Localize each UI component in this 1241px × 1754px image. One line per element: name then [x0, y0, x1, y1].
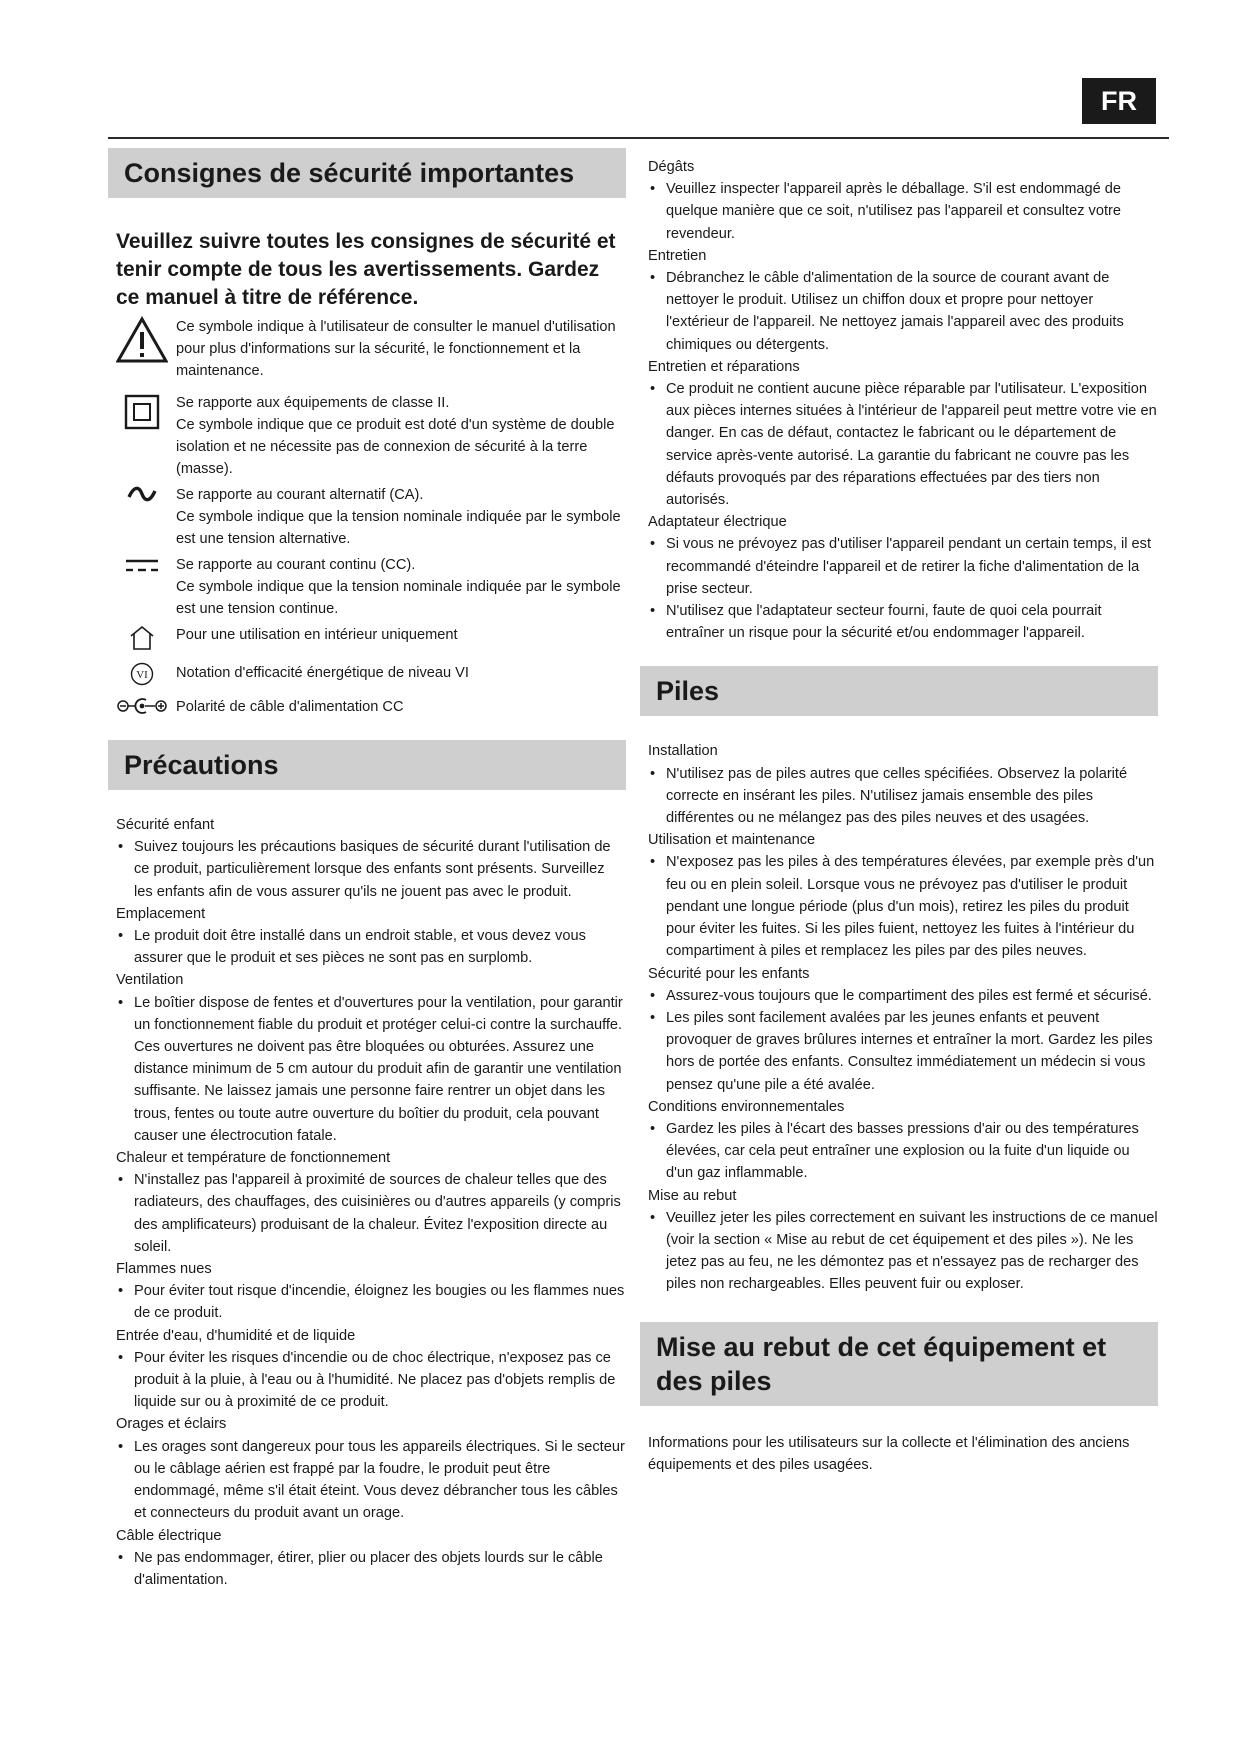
symbol-description: Notation d'efficacité énergétique de niveau VI [176, 665, 469, 681]
dc-polarity-icon [108, 696, 176, 718]
svg-text:VI: VI [136, 669, 148, 681]
bullet-item: • Assurez-vous toujours que le compartiment des piles est fermé et sécurisé. [648, 985, 1158, 1007]
subsection-heading: Conditions environnementales [648, 1098, 845, 1115]
batteries-block [640, 740, 1158, 1295]
bullet-list [648, 533, 1158, 644]
bullet-item: • N'exposez pas les piles à des températures élevées, par exemple près d'un feu ou en plein soleil. Lorsque vous ne prévoyez pas d'utiliser le produit pendant une longue période (plus d'un mois), retirez les piles du produit pour éviter les fuites. Si les piles fuient, nettoyez les fuites à l'intérieur du compartiment à piles et remplacez les piles par des piles neuves. [648, 851, 1158, 962]
subsection-heading: Installation [648, 743, 718, 760]
symbol-row [108, 662, 626, 686]
subsection-heading: Câble électrique [116, 1527, 222, 1544]
bullet-list [116, 1169, 626, 1258]
bullet-item: • N'utilisez que l'adaptateur secteur fourni, faute de quoi cela pourrait entraîner un risque pour la sécurité et/ou endommager l'appareil. [648, 600, 1158, 644]
symbol-description: Ce symbole indique à l'utilisateur de consulter le manuel d'utilisation pour plus d'informations sur la sécurité, le fonctionnement et la maintenance. [176, 319, 616, 379]
bullet-list [116, 992, 626, 1147]
subsection-heading: Dégâts [648, 159, 695, 175]
symbol-description: Se rapporte au courant alternatif (CA). Ce symbole indique que la tension nominale indiquée par le symbole est une tension alternative. [176, 487, 621, 547]
symbol-row [108, 624, 626, 652]
safety-intro: Veuillez suivre toutes les consignes de sécurité et tenir compte de tous les avertissements. Gardez ce manuel à titre de référence. [116, 230, 616, 309]
bullet-list [648, 1118, 1158, 1185]
bullet-list [648, 1207, 1158, 1296]
batteries-section-title: Piles [640, 666, 1158, 716]
symbol-description: Se rapporte au courant continu (CC). Ce symbole indique que la tension nominale indiquée par le symbole est une tension continue. [176, 557, 621, 617]
bullet-list [116, 1547, 626, 1591]
symbol-row [108, 696, 626, 718]
safety-section-title: Consignes de sécurité importantes [108, 148, 626, 198]
bullet-list [116, 1347, 626, 1414]
symbol-list [108, 316, 626, 718]
symbol-row [108, 316, 626, 382]
subsection-heading: Flammes nues [116, 1261, 212, 1278]
subsection-heading: Sécurité pour les enfants [648, 965, 810, 982]
precautions-section-title: Précautions [108, 740, 626, 790]
subsection-heading: Entretien et réparations [648, 358, 800, 375]
subsection-heading: Sécurité enfant [116, 817, 215, 833]
bullet-list [648, 267, 1158, 356]
bullet-item: • Le boîtier dispose de fentes et d'ouvertures pour la ventilation, pour garantir un fonctionnement fiable du produit et protéger celui-ci contre la surchauffe. Ces ouvertures ne doivent pas être bloquées ou obturées. Assurez une distance minimum de 5 cm autour du produit afin de garantir une ventilation suffisante. Ne laissez jamais une personne faire rentrer un objet dans les trous, fentes ou toute autre ouverture du boîtier du produit, cela pouvant causer une électrocution fatale. [116, 992, 626, 1147]
bullet-item: • Gardez les piles à l'écart des basses pressions d'air ou des températures élevées, car cela peut entraîner une explosion ou la fuite d'un liquide ou d'un gaz inflammable. [648, 1118, 1158, 1185]
bullet-list [648, 178, 1158, 245]
subsection-heading: Entrée d'eau, d'humidité et de liquide [116, 1327, 356, 1344]
subsection-heading: Entretien [648, 247, 707, 264]
bullet-list [116, 925, 626, 969]
ac-current-icon [108, 484, 176, 550]
disposal-section-title: Mise au rebut de cet équipement et des piles [640, 1322, 1158, 1406]
subsection-heading: Chaleur et température de fonctionnement [116, 1150, 391, 1167]
language-badge: FR [1082, 78, 1156, 124]
bullet-item: • Si vous ne prévoyez pas d'utiliser l'appareil pendant un certain temps, il est recommandé d'éteindre l'appareil et de retirer la fiche d'alimentation de la prise secteur. [648, 533, 1158, 600]
bullet-item: • Le produit doit être installé dans un endroit stable, et vous devez vous assurer que le produit et ses pièces ne sont pas en surplomb. [116, 925, 626, 969]
bullet-item: • Débranchez le câble d'alimentation de la source de courant avant de nettoyer le produit. Utilisez un chiffon doux et propre pour nettoyer l'extérieur de l'appareil. Ne nettoyez jamais l'appareil avec des produits chimiques ou détergents. [648, 267, 1158, 356]
disposal-text: Informations pour les utilisateurs sur la collecte et l'élimination des anciens équipements et des piles usagées. [648, 1434, 1130, 1473]
dc-current-icon [108, 554, 176, 620]
subsection-heading: Utilisation et maintenance [648, 832, 816, 849]
bullet-list [648, 851, 1158, 962]
bullet-item: • Les piles sont facilement avalées par les jeunes enfants et peuvent provoquer de graves brûlures internes et entraîner la mort. Gardez les piles hors de portée des enfants. Consultez immédiatement un médecin si vous pensez qu'une pile a été avalée. [648, 1007, 1158, 1096]
bullet-item: • Ce produit ne contient aucune pièce réparable par l'utilisateur. L'exposition aux pièces internes situées à l'intérieur de l'appareil peut mettre votre vie en danger. En cas de défaut, contactez le fabricant ou le département de service après-vente autorisé. La garantie du fabricant ne couvre pas les défauts provoqués par des réparations effectuées par des tiers non autorisés. [648, 378, 1158, 511]
bullet-item: • N'installez pas l'appareil à proximité de sources de chaleur telles que des radiateurs, des chauffages, des cuisinières ou d'autres appareils (y compris des amplificateurs) produisant de la chaleur. Évitez l'exposition directe au soleil. [116, 1169, 626, 1258]
precautions-continued-block [640, 156, 1158, 644]
bullet-item: • Pour éviter les risques d'incendie ou de choc électrique, n'exposez pas ce produit à la pluie, à l'eau ou à l'humidité. Ne placez pas d'objets remplis de liquide sur ou à proximité de ce produit. [116, 1347, 626, 1414]
symbol-row [108, 392, 626, 480]
bullet-item: • N'utilisez pas de piles autres que celles spécifiées. Observez la polarité correcte en insérant les piles. N'utilisez jamais ensemble des piles différentes ou ne mélangez pas des piles neuves et des usagées. [648, 763, 1158, 830]
bullet-item: • Suivez toujours les précautions basiques de sécurité durant l'utilisation de ce produit, particulièrement lorsque des enfants sont présents. Surveillez les enfants afin de vous assurer qu'ils ne jouent pas avec le produit. [116, 836, 626, 903]
symbol-row [108, 554, 626, 620]
subsection-heading: Ventilation [116, 972, 184, 989]
subsection-heading: Orages et éclairs [116, 1416, 227, 1433]
bullet-item: • Les orages sont dangereux pour tous les appareils électriques. Si le secteur ou le câblage aérien est frappé par la foudre, le produit peut être endommagé, même s'il était éteint. Vous devez débrancher tous les câbles et connecteurs du produit avant un orage. [116, 1436, 626, 1525]
subsection-heading: Emplacement [116, 905, 206, 922]
bullet-list [116, 1280, 626, 1324]
left-column [108, 148, 626, 1591]
bullet-list [648, 378, 1158, 511]
efficiency-vi-icon [108, 662, 176, 686]
bullet-list [116, 836, 626, 903]
symbol-row [108, 484, 626, 550]
subsection-heading: Mise au rebut [648, 1187, 737, 1204]
right-column [640, 148, 1158, 1476]
precautions-block [108, 814, 626, 1591]
symbol-description: Se rapporte aux équipements de classe II. Ce symbole indique que ce produit est doté d'un système de double isolation et ne nécessite pas de connexion de sécurité à la terre (masse). [176, 395, 615, 477]
bullet-item: • Veuillez inspecter l'appareil après le déballage. S'il est endommagé de quelque manière que ce soit, n'utilisez pas l'appareil et consultez votre revendeur. [648, 178, 1158, 245]
header-rule [108, 137, 1169, 139]
warning-triangle-icon [108, 316, 176, 382]
symbol-description: Polarité de câble d'alimentation CC [176, 699, 404, 715]
bullet-item: • Veuillez jeter les piles correctement en suivant les instructions de ce manuel (voir la section « Mise au rebut de cet équipement et des piles »). Ne les jetez pas au feu, ne les démontez pas et n'essayez pas de recharger des piles non rechargeables. Elles peuvent fuir ou exploser. [648, 1207, 1158, 1296]
bullet-list [648, 763, 1158, 830]
bullet-item: • Ne pas endommager, étirer, plier ou placer des objets lourds sur le câble d'alimentation. [116, 1547, 626, 1591]
bullet-list [116, 1436, 626, 1525]
class-ii-icon [108, 392, 176, 480]
bullet-list [648, 985, 1158, 1096]
indoor-house-icon [108, 624, 176, 652]
subsection-heading: Adaptateur électrique [648, 514, 787, 531]
bullet-item: • Pour éviter tout risque d'incendie, éloignez les bougies ou les flammes nues de ce produit. [116, 1280, 626, 1324]
symbol-description: Pour une utilisation en intérieur uniquement [176, 627, 458, 643]
